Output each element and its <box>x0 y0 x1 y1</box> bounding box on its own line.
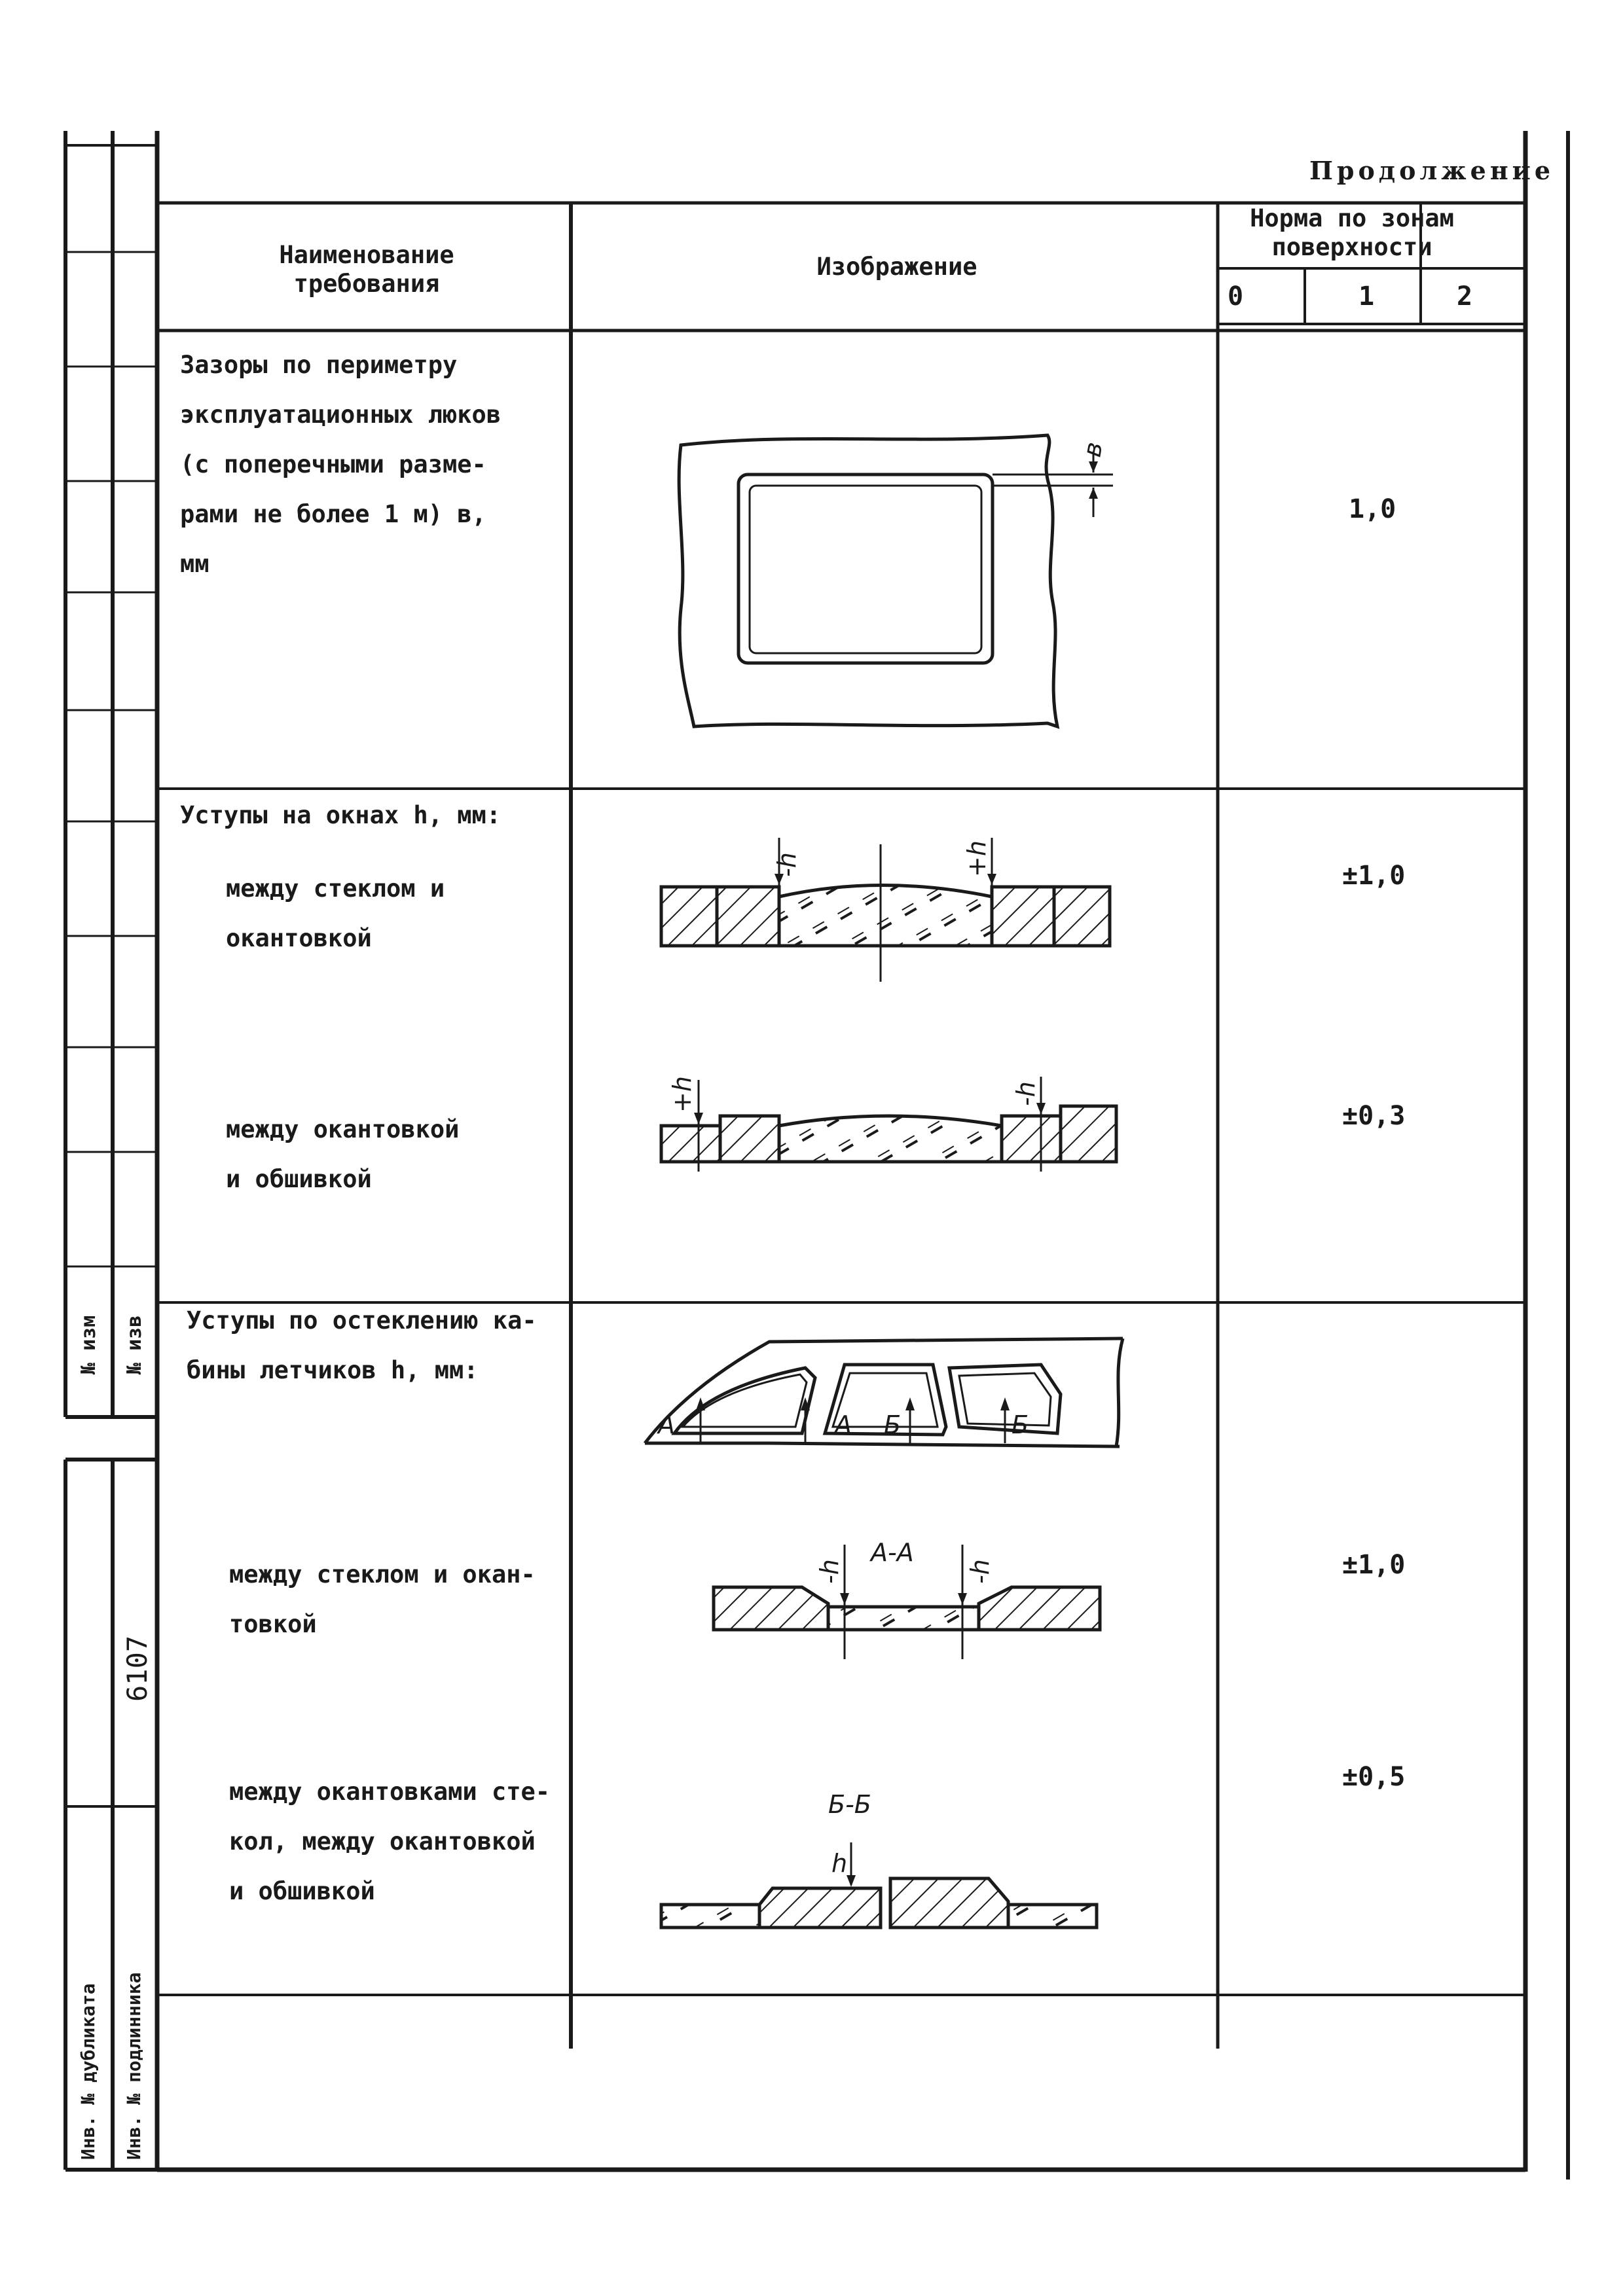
row-text-line: бины летчиков h, мм: <box>187 1356 479 1384</box>
section-a-a-drawing <box>714 1538 1100 1659</box>
svg-text:А: А <box>835 1410 852 1439</box>
row-text-line: мм <box>180 550 210 578</box>
norm-value: 1,0 <box>1349 494 1396 524</box>
svg-text:-h: -h <box>1012 1081 1040 1106</box>
row-text-line: между стеклом и <box>226 874 445 903</box>
row-hatch-gaps <box>180 340 560 589</box>
norm-value: ±1,0 <box>1342 1550 1406 1580</box>
subrow-frame-skin <box>226 1105 553 1204</box>
svg-text:А: А <box>658 1410 675 1439</box>
svg-text:+h: +h <box>668 1076 697 1113</box>
row-text-line: и обшивкой <box>226 1165 372 1193</box>
svg-text:+h: +h <box>962 840 991 877</box>
stamp-document-no: 6107 <box>121 1635 153 1702</box>
header-image: Изображение <box>816 253 977 281</box>
svg-text:Б: Б <box>1012 1410 1029 1439</box>
row-text-line: и обшивкой <box>229 1877 375 1905</box>
header-requirement-name: Наименование требования <box>279 241 454 298</box>
row-text-line: окантовкой <box>226 924 372 952</box>
row-text-line: эксплуатационных люков <box>180 401 501 429</box>
stamp-change-no: № изм <box>77 1315 100 1374</box>
row-text-line: (с поперечными разме- <box>180 450 486 478</box>
row-text-line: между окантовкой <box>226 1115 460 1143</box>
zone-2-header: 2 <box>1457 281 1473 312</box>
subrow-frames-skin-cockpit <box>229 1767 576 1916</box>
row-text-line: между окантовками сте- <box>229 1778 551 1806</box>
stamp-duplicate-inv: Инв. № дубликата <box>77 1983 99 2160</box>
row-title-cockpit-steps <box>187 1296 566 1395</box>
norm-value: ±0,5 <box>1342 1762 1406 1792</box>
window-glass-step-drawing <box>661 838 1110 982</box>
subrow-glass-frame-cockpit <box>229 1550 556 1649</box>
svg-text:h: h <box>831 1849 848 1878</box>
norm-value: ±0,3 <box>1342 1101 1406 1131</box>
zone-0-header: 0 <box>1228 281 1244 312</box>
subrow-glass-frame <box>226 864 553 963</box>
section-a-a-label: А-А <box>871 1538 914 1567</box>
frame-skin-step-drawing <box>661 1076 1116 1172</box>
section-b-b-drawing <box>661 1790 1097 1928</box>
hatch-gap-drawing <box>679 435 1113 726</box>
row-text-line: Зазоры по периметру <box>180 351 458 379</box>
svg-text:Б: Б <box>884 1410 902 1439</box>
row-text-line: кол, между окантовкой <box>229 1827 536 1856</box>
stamp-notice-no: № изв <box>123 1315 146 1374</box>
norm-value: ±1,0 <box>1342 861 1406 891</box>
continuation-label: Продолжение <box>1309 156 1554 185</box>
row-text-line: Уступы по остеклению ка- <box>187 1306 537 1335</box>
svg-text:-h: -h <box>773 852 801 877</box>
header-norm-zones: Норма по зонам поверхности <box>1250 204 1454 261</box>
gap-symbol-label: в <box>1077 439 1108 459</box>
row-text-line: рами не более 1 м) в, <box>180 500 486 528</box>
cockpit-glazing-drawing <box>645 1338 1123 1446</box>
section-b-b-label: Б-Б <box>828 1790 871 1819</box>
row-title-window-steps: Уступы на окнах h, мм: <box>180 801 501 829</box>
svg-text:-h: -h <box>966 1559 994 1584</box>
row-text-line: между стеклом и окан- <box>229 1560 536 1588</box>
row-text-line: товкой <box>229 1610 317 1638</box>
zone-1-header: 1 <box>1359 281 1375 312</box>
svg-text:-h: -h <box>815 1559 844 1584</box>
stamp-original-inv: Инв. № подлинника <box>123 1972 145 2160</box>
